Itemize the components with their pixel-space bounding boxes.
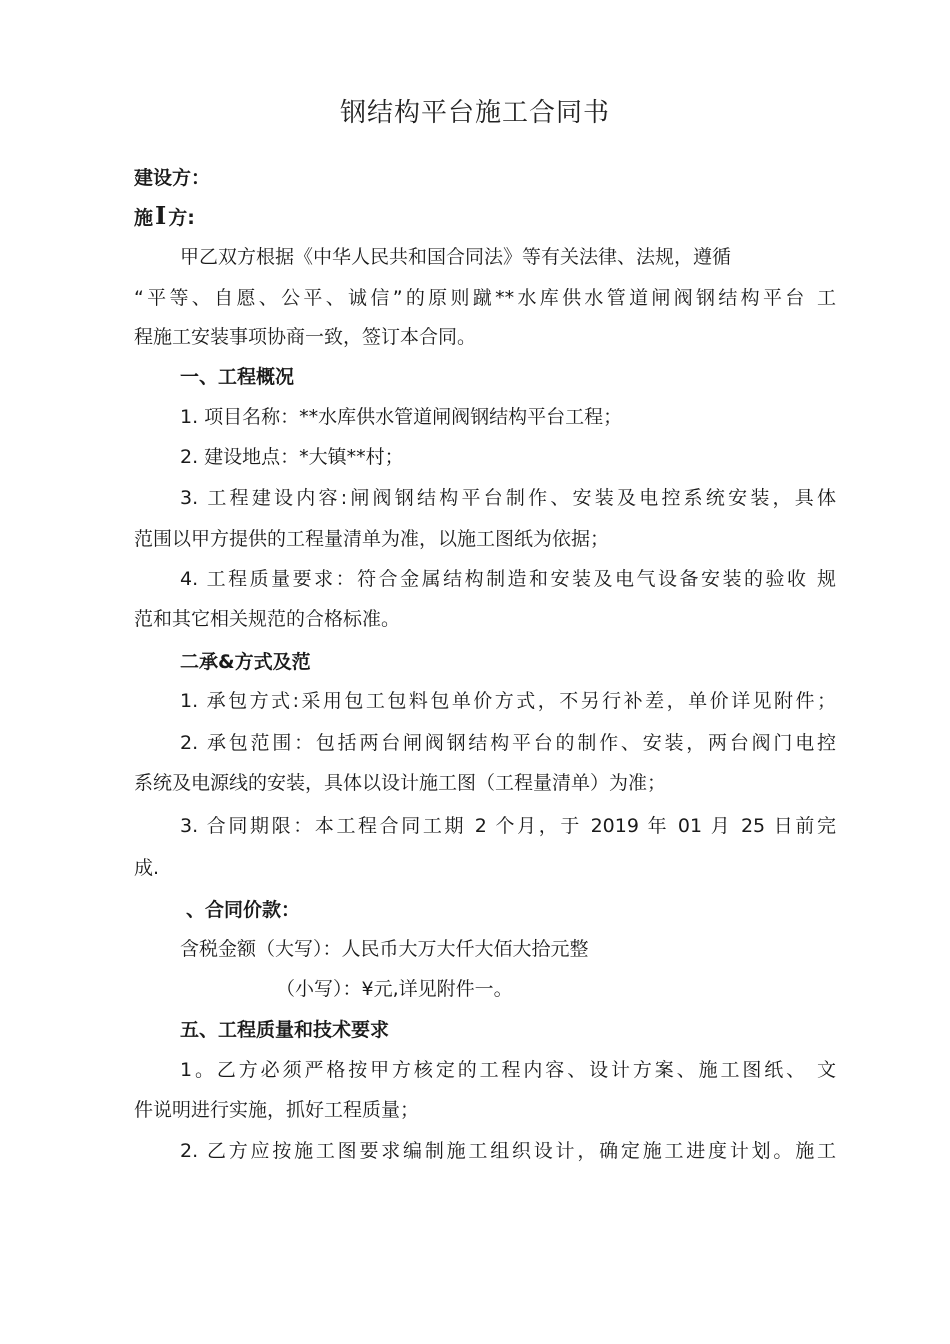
section-5-item-1-line-1: 1。乙方必须严格按甲方核定的工程内容、设计方案、施工图纸、 文 [180,1059,836,1081]
section-2-heading: 二承&方式及范 [180,651,311,673]
document-title: 钢结构平台施工合同书 [339,98,610,128]
party-b-label [134,203,836,231]
intro-line-3: 程施工安装事项协商一致，签订本合同。 [134,326,477,348]
section-1-item-2: 2. 建设地点：*大镇**村； [180,446,404,468]
party-a-label: 建设方： [134,167,211,189]
section-1-item-4-line-1: 4. 工程质量要求：符合金属结构制造和安装及电气设备安装的验收 规 [180,568,836,590]
section-2-item-3-line-2: 成. [134,857,160,879]
section-1-item-1: 1. 项目名称：**水库供水管道闸阀钢结构平台工程； [180,406,623,428]
section-2-item-1: 1. 承包方式:采用包工包料包单价方式，不另行补差，单价详见附件； [180,690,836,712]
section-3-heading: 、合同价款： [186,899,301,921]
section-5-heading: 五、工程质量和技术要求 [180,1019,390,1041]
amount-upper: 含税金额（大写）：人民币大万大仟大佰大拾元整 [180,938,589,960]
section-1-item-4-line-2: 范和其它相关规范的合格标准。 [134,608,401,630]
section-5-item-2-line-1: 2. 乙方应按施工图要求编制施工组织设计，确定施工进度计划。施工 [180,1140,836,1162]
intro-line-2: “平等、自愿、公平、诚信”的原则蹴**水库供水管道闸阀钢结构平台 工 [134,287,836,309]
section-2-item-3-line-1: 3. 合同期限：本工程合同工期 2 个月，于 2019 年 01 月 25 日前完 [180,815,836,837]
section-1-item-3-line-1: 3. 工程建设内容:闸阀钢结构平台制作、安装及电控系统安装，具体 [180,487,836,509]
amount-lower: （小写）：¥元,详见附件一。 [276,978,513,1000]
party-b-suffix: 方: [168,207,195,229]
section-1-item-3-line-2: 范围以甲方提供的工程量清单为准，以施工图纸为依据； [134,528,610,550]
intro-line-1: 甲乙双方根据《中华人民共和国合同法》等有关法律、法规，遵循 [180,246,732,268]
section-2-item-2-line-1: 2. 承包范围：包括两台闸阀钢结构平台的制作、安装，两台阀门电控 [180,732,836,754]
section-1-heading: 一、工程概况 [180,366,295,388]
section-2-item-2-line-2: 系统及电源线的安装，具体以设计施工图（工程量清单）为准； [134,772,667,794]
party-b-prefix: 施 [134,207,154,229]
section-5-item-1-line-2: 件说明进行实施，抓好工程质量； [134,1099,420,1121]
party-b-glyph: I [155,203,167,230]
